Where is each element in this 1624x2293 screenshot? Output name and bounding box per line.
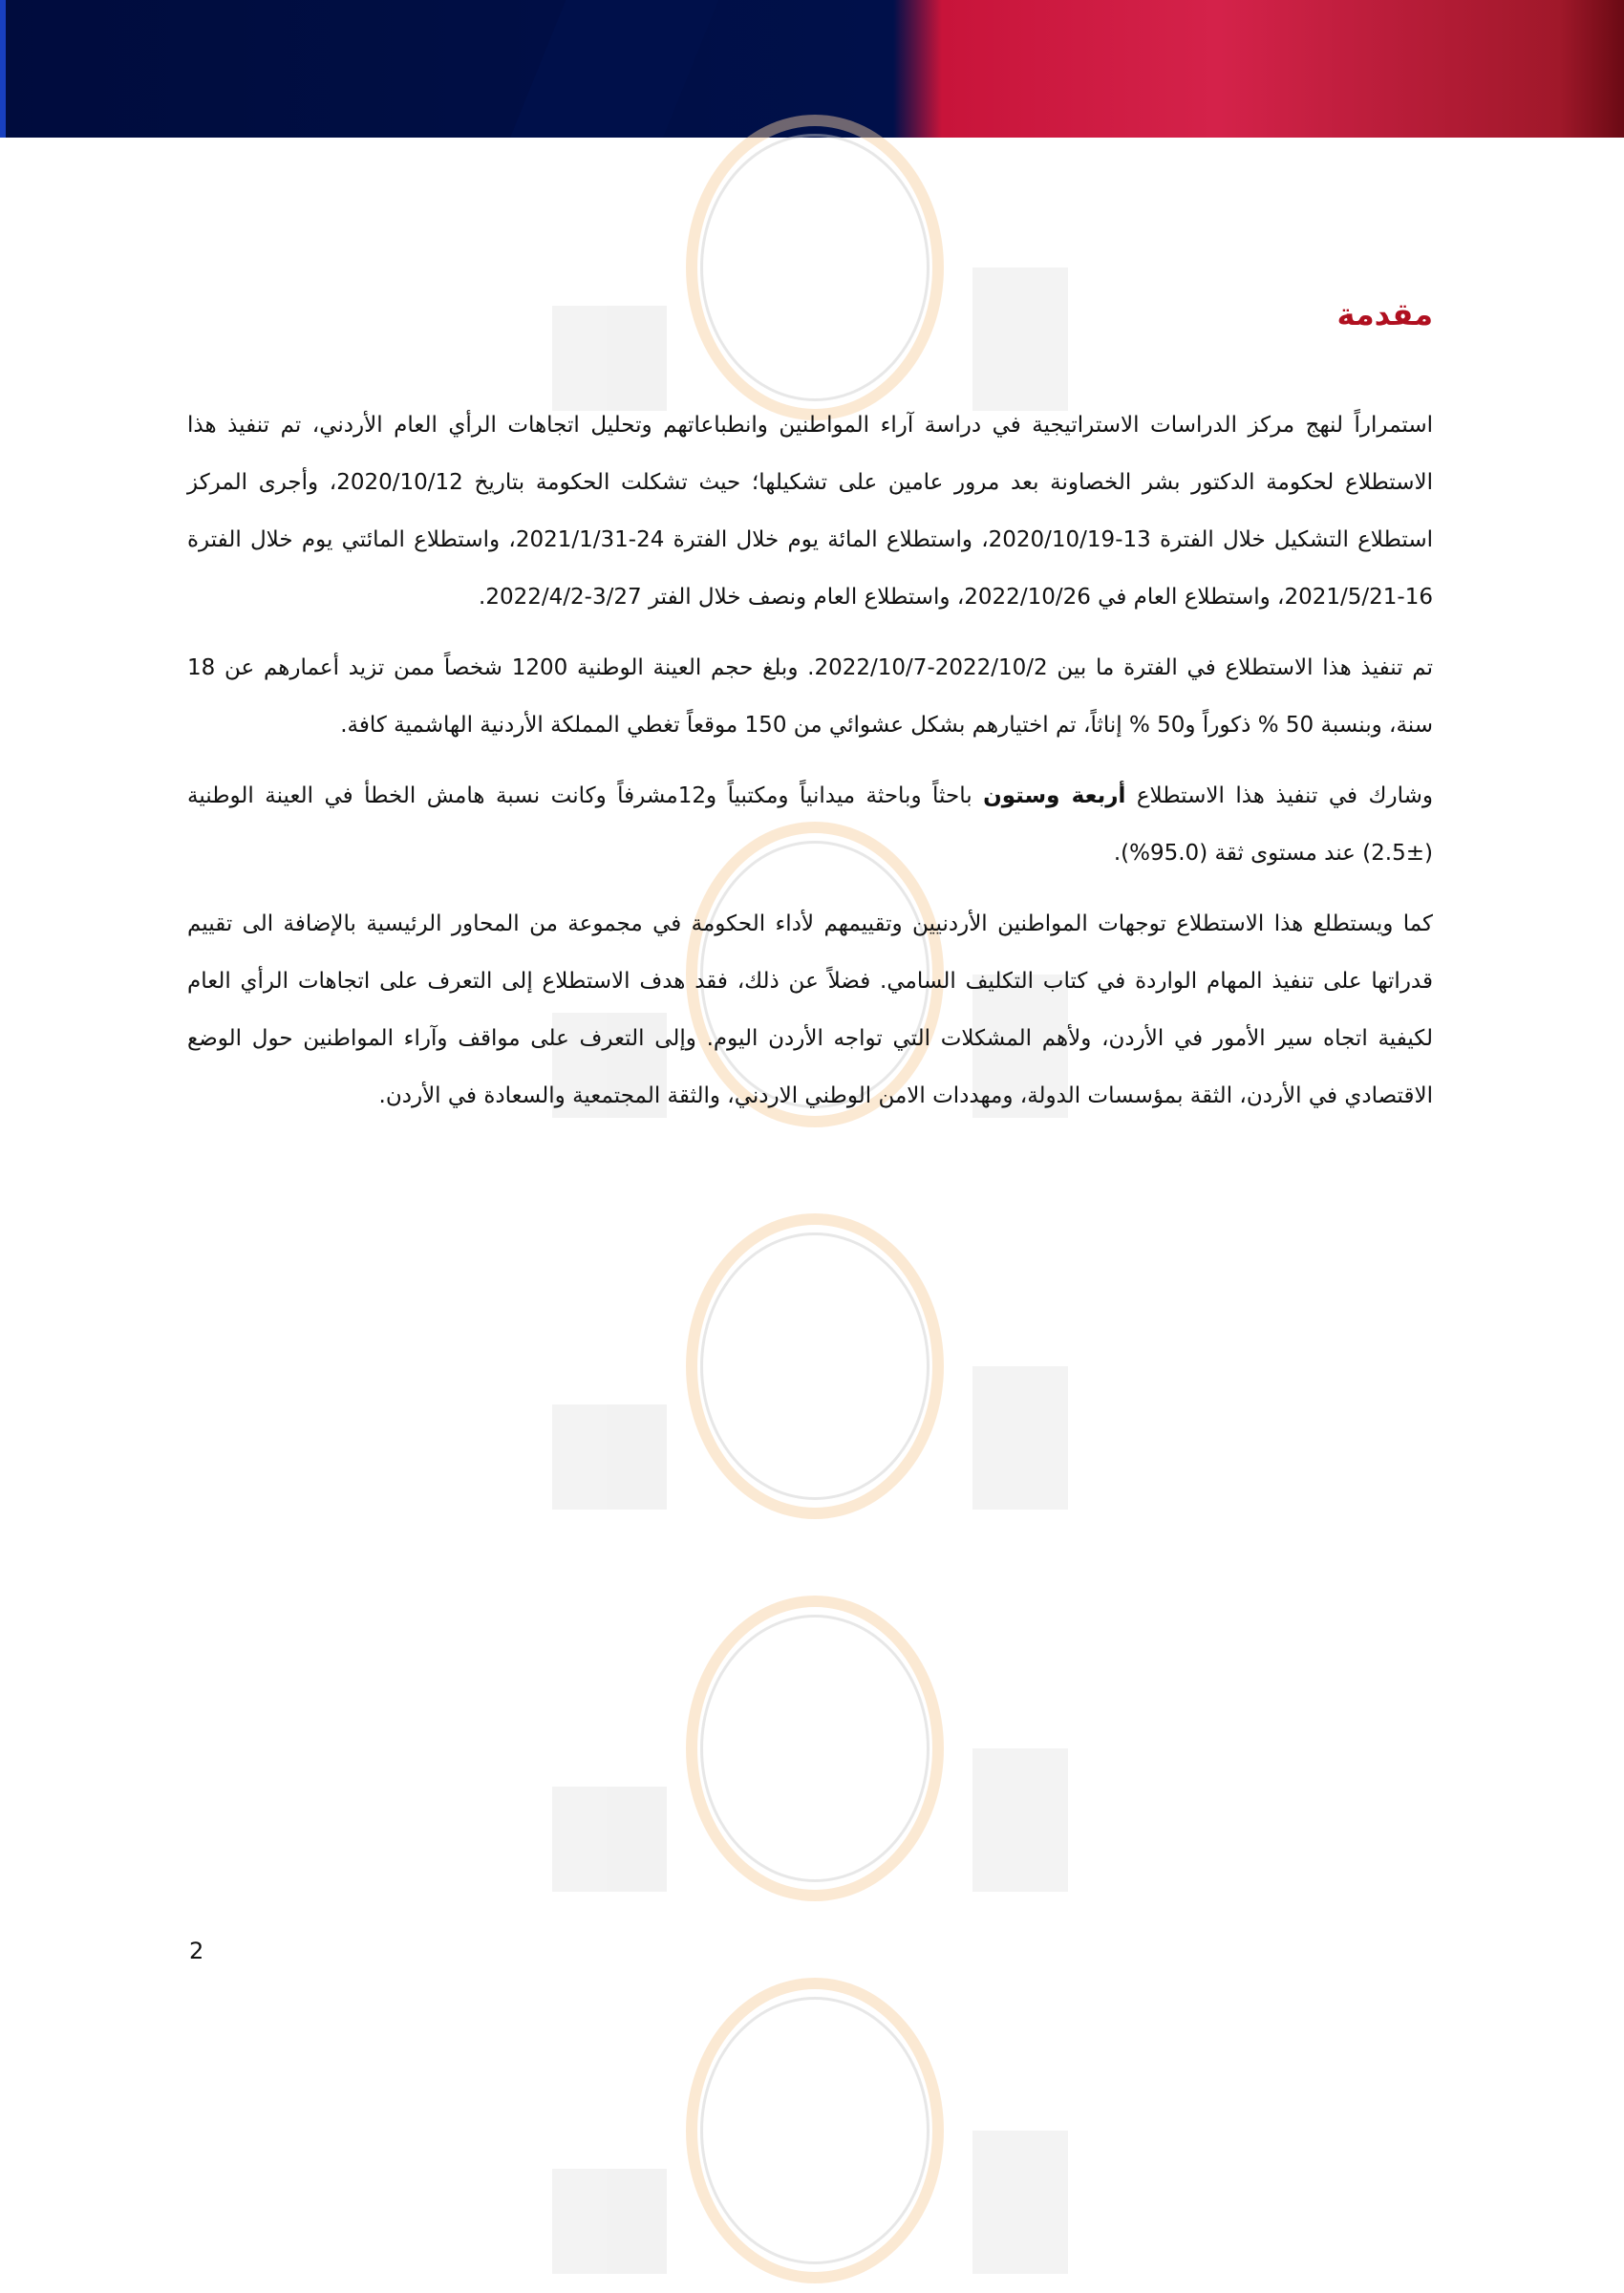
watermark-logo (524, 1213, 1116, 1529)
clock-face-icon (700, 1232, 930, 1500)
watermark-shape (972, 2131, 1068, 2274)
watermark-shape (972, 1366, 1068, 1510)
watermark-logo (524, 1596, 1116, 1911)
clock-ring-icon (686, 1978, 944, 2283)
page-number: 2 (189, 1938, 204, 1964)
watermark-shape (972, 1748, 1068, 1892)
watermark-logo (524, 115, 1116, 430)
p3-before: وشارك في تنفيذ هذا الاستطلاع (1125, 783, 1433, 808)
watermark-logo (524, 1978, 1116, 2293)
p3-bold: أربعة وستون (983, 783, 1126, 808)
banner-edge (0, 0, 6, 138)
paragraph-1: استمراراً لنهج مركز الدراسات الاستراتيجية في دراسة آراء المواطنين وانطباعاتهم وتحليل اتجاهات الرأي العام الأردني، تم تنفيذ هذا الاستطلاع لحكومة الدكتور بشر الخصاونة بعد مرور عامين على تشكيلها؛ حيث تشكلت الحكومة بتاريخ 2020/10/12، وأجرى المركز استطلاع التشكيل خلال الفترة 13-2020/10/19، واستطلاع المائة يوم خلال الفترة 24-2021/1/31، واستطلاع المائتي يوم خلال الفترة 16-2021/5/21، واستطلاع العام في 2022/10/26، واستطلاع العام ونصف خلال الفتر 3/27-2022/4/2. (187, 413, 1434, 610)
watermark-shape (552, 1787, 667, 1892)
clock-ring-icon (686, 115, 944, 420)
clock-face-icon (700, 134, 930, 401)
clock-ring-icon (686, 1596, 944, 1901)
clock-face-icon (700, 1997, 930, 2264)
p3-after: باحثاً وباحثة ميدانياً ومكتبياً و12مشرفاً وكانت نسبة هامش الخطأ في العينة الوطنية (±2.5) عند مستوى ثقة (95.0%). (187, 783, 1433, 866)
watermark-shape (972, 268, 1068, 411)
clock-face-icon (700, 1615, 930, 1882)
section-heading: مقدمة (1336, 296, 1433, 332)
paragraph-4: كما ويستطلع هذا الاستطلاع توجهات المواطنين الأردنيين وتقييمهم لأداء الحكومة في مجموعة من المحاور الرئيسية بالإضافة الى تقييم قدراتها على تنفيذ المهام الواردة في كتاب التكليف السامي. فضلاً عن ذلك، فقد هدف الاستطلاع إلى التعرف على اتجاهات الرأي العام لكيفية اتجاه سير الأمور في الأردن، ولأهم المشكلات التي تواجه الأردن اليوم. وإلى التعرف على مواقف وآراء المواطنين حول الوضع الاقتصادي في الأردن، الثقة بمؤسسات الدولة، ومهددات الامن الوطني الاردني، والثقة المجتمعية والسعادة في الأردن. (187, 911, 1433, 1108)
watermark-shape (552, 1404, 667, 1510)
watermark-shape (552, 306, 667, 411)
body-text (187, 396, 1433, 1138)
header-banner (0, 0, 1624, 138)
clock-ring-icon (686, 1213, 944, 1519)
paragraph-3 (187, 767, 1433, 882)
watermark-shape (552, 2169, 667, 2274)
banner-diagonal (497, 0, 727, 138)
paragraph-2: تم تنفيذ هذا الاستطلاع في الفترة ما بين 2022/10/2-2022/10/7. وبلغ حجم العينة الوطنية 1200 شخصاً ممن تزيد أعمارهم عن 18 سنة، وبنسبة 50 % ذكوراً و50 % إناثاً، تم اختيارهم بشكل عشوائي من 150 موقعاً تغطي المملكة الأردنية الهاشمية كافة. (187, 655, 1433, 738)
